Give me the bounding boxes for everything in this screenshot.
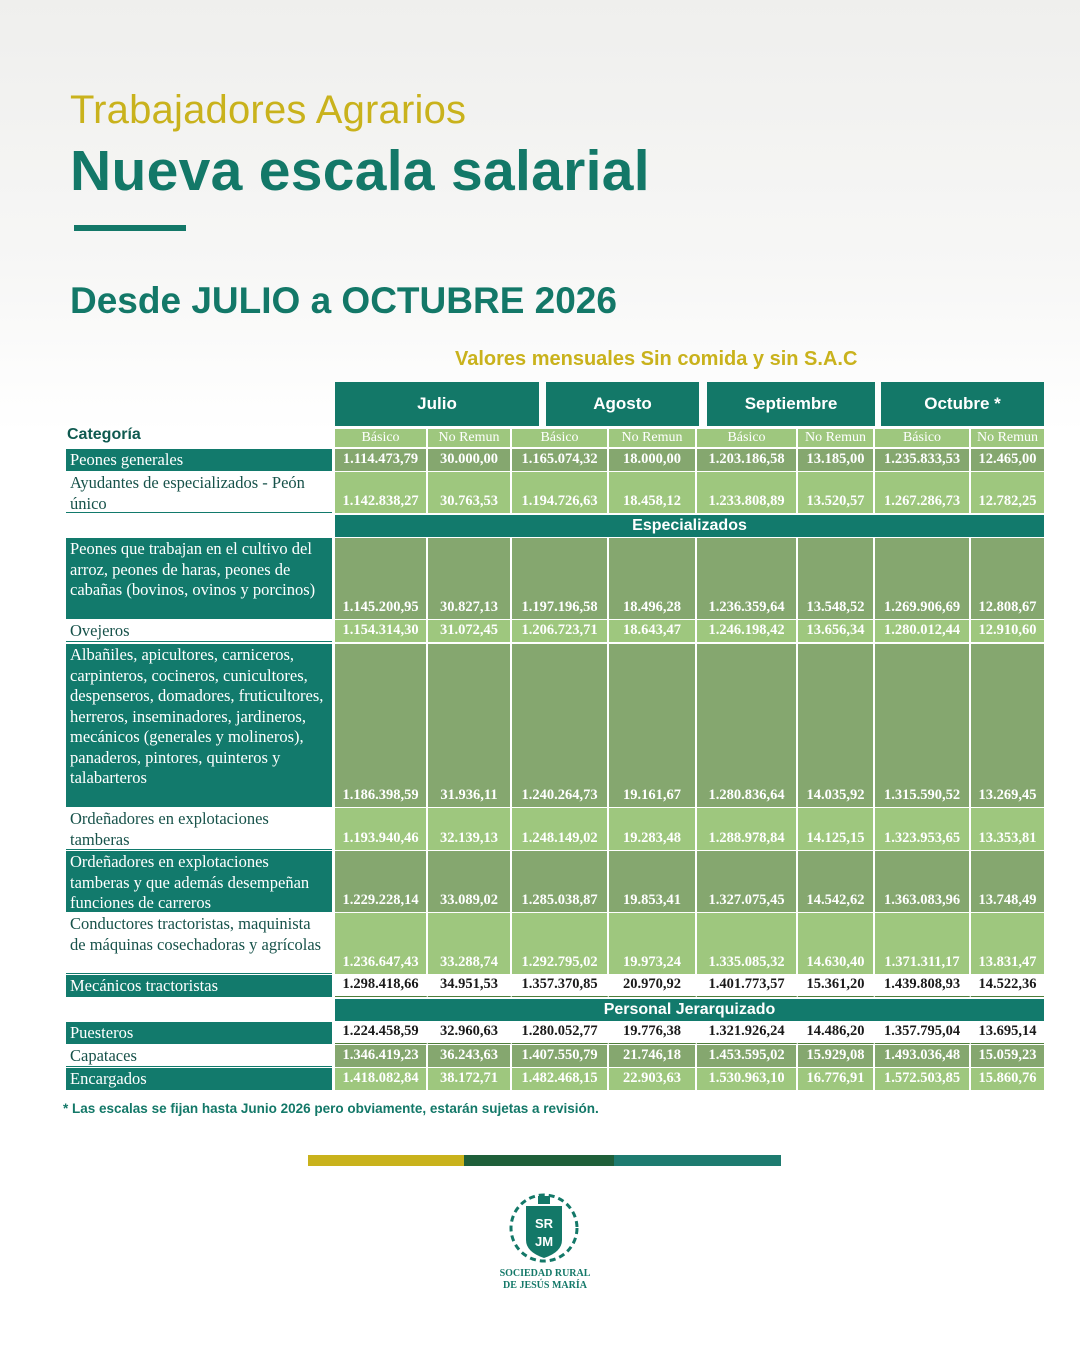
- basico-cell: 1.229.228,14: [335, 851, 428, 912]
- no-remun-cell: 13.520,57: [798, 472, 875, 513]
- basico-cell: 1.346.419,23: [335, 1045, 428, 1067]
- table-note: Valores mensuales Sin comida y sin S.A.C: [455, 348, 858, 370]
- subheader-no-remun: No Remun: [609, 429, 697, 447]
- logo-monogram-bottom: JM: [534, 1234, 554, 1249]
- no-remun-cell: 16.776,91: [798, 1068, 875, 1090]
- category-label: Encargados: [66, 1068, 332, 1090]
- no-remun-cell: 22.903,63: [609, 1068, 697, 1090]
- no-remun-cell: 30.827,13: [428, 538, 512, 619]
- subheader-basico: Básico: [335, 429, 428, 447]
- category-label: Ordeñadores en explotaciones tamberas y que además desempeñan funciones de carreros: [66, 851, 332, 912]
- no-remun-cell: 15.059,23: [971, 1045, 1044, 1067]
- period-heading: Desde JULIO a OCTUBRE 2026: [70, 280, 617, 321]
- no-remun-cell: 13.695,14: [971, 1022, 1044, 1044]
- table-row: [66, 851, 1044, 912]
- no-remun-cell: 19.283,48: [609, 808, 697, 850]
- basico-cell: 1.165.074,32: [512, 449, 609, 471]
- table-row: [66, 644, 1044, 807]
- basico-cell: 1.267.286,73: [875, 472, 971, 513]
- basico-cell: 1.246.198,42: [697, 620, 798, 642]
- no-remun-cell: 30.763,53: [428, 472, 512, 513]
- no-remun-cell: 18.643,47: [609, 620, 697, 642]
- no-remun-cell: 12.782,25: [971, 472, 1044, 513]
- basico-cell: 1.453.595,02: [697, 1045, 798, 1067]
- basico-cell: 1.321.926,24: [697, 1022, 798, 1044]
- accent-bar-green: [464, 1155, 614, 1166]
- basico-cell: 1.288.978,84: [697, 808, 798, 850]
- basico-cell: 1.235.833,53: [875, 449, 971, 471]
- no-remun-cell: 31.072,45: [428, 620, 512, 642]
- no-remun-cell: 14.630,40: [798, 913, 875, 974]
- no-remun-cell: 14.125,15: [798, 808, 875, 850]
- no-remun-cell: 30.000,00: [428, 449, 512, 471]
- table-row: [66, 538, 1044, 619]
- page-title: Nueva escala salarial: [70, 139, 650, 203]
- no-remun-cell: 19.161,67: [609, 644, 697, 807]
- category-label: Mecánicos tractoristas: [66, 975, 332, 997]
- basico-cell: 1.280.052,77: [512, 1022, 609, 1044]
- basico-cell: 1.142.838,27: [335, 472, 428, 513]
- basico-cell: 1.236.359,64: [697, 538, 798, 619]
- logo-caption: [470, 1268, 620, 1292]
- no-remun-cell: 19.853,41: [609, 851, 697, 912]
- basico-cell: 1.203.186,58: [697, 449, 798, 471]
- basico-cell: 1.280.012,44: [875, 620, 971, 642]
- no-remun-cell: 21.746,18: [609, 1045, 697, 1067]
- no-remun-cell: 13.831,47: [971, 913, 1044, 974]
- category-label: Albañiles, apicultores, carniceros, carpinteros, cocineros, cunicultores, despenseros, domadores, fruticultores, herreros, inseminadores, jardineros, mecánicos (generales y molineros), panaderos, pintores, quinteros y talabarteros: [66, 644, 332, 807]
- no-remun-cell: 19.776,38: [609, 1022, 697, 1044]
- month-header-julio: Julio: [335, 382, 539, 426]
- basico-cell: 1.315.590,52: [875, 644, 971, 807]
- category-label: Capataces: [66, 1045, 332, 1067]
- basico-cell: 1.224.458,59: [335, 1022, 428, 1044]
- category-label: Ovejeros: [66, 620, 332, 642]
- accent-bar-teal: [614, 1155, 781, 1166]
- basico-cell: 1.418.082,84: [335, 1068, 428, 1090]
- no-remun-cell: 32.960,63: [428, 1022, 512, 1044]
- table-row: [66, 472, 1044, 513]
- no-remun-cell: 36.243,63: [428, 1045, 512, 1067]
- title-underline: [74, 225, 186, 231]
- no-remun-cell: 13.269,45: [971, 644, 1044, 807]
- basico-cell: 1.401.773,57: [697, 975, 798, 997]
- no-remun-cell: 33.089,02: [428, 851, 512, 912]
- no-remun-cell: 18.000,00: [609, 449, 697, 471]
- table-row: [66, 1068, 1044, 1090]
- basico-cell: 1.248.149,02: [512, 808, 609, 850]
- basico-cell: 1.236.647,43: [335, 913, 428, 974]
- table-row: [66, 620, 1044, 642]
- basico-cell: 1.240.264,73: [512, 644, 609, 807]
- no-remun-cell: 12.808,67: [971, 538, 1044, 619]
- no-remun-cell: 13.656,34: [798, 620, 875, 642]
- accent-bar-gold: [308, 1155, 464, 1166]
- basico-cell: 1.154.314,30: [335, 620, 428, 642]
- basico-cell: 1.269.906,69: [875, 538, 971, 619]
- table-row: [66, 808, 1044, 850]
- no-remun-cell: 12.465,00: [971, 449, 1044, 471]
- logo-name-line1: SOCIEDAD RURAL: [499, 1268, 591, 1279]
- no-remun-cell: 15.929,08: [798, 1045, 875, 1067]
- basico-cell: 1.335.085,32: [697, 913, 798, 974]
- basico-cell: 1.114.473,79: [335, 449, 428, 471]
- basico-cell: 1.530.963,10: [697, 1068, 798, 1090]
- no-remun-cell: 14.035,92: [798, 644, 875, 807]
- no-remun-cell: 20.970,92: [609, 975, 697, 997]
- month-header-octubre: Octubre *: [881, 382, 1044, 426]
- basico-cell: 1.363.083,96: [875, 851, 971, 912]
- basico-cell: 1.194.726,63: [512, 472, 609, 513]
- category-column-header: Categoría: [67, 426, 141, 443]
- no-remun-cell: 14.486,20: [798, 1022, 875, 1044]
- basico-cell: 1.298.418,66: [335, 975, 428, 997]
- category-label: Puesteros: [66, 1022, 332, 1044]
- table-row: [66, 1045, 1044, 1067]
- basico-cell: 1.357.370,85: [512, 975, 609, 997]
- no-remun-cell: 19.973,24: [609, 913, 697, 974]
- no-remun-cell: 31.936,11: [428, 644, 512, 807]
- table-row: [66, 1022, 1044, 1044]
- basico-cell: 1.482.468,15: [512, 1068, 609, 1090]
- section-header-personal-jerarquizado: Personal Jerarquizado: [335, 999, 1044, 1021]
- logo-name-line2: DE JESÚS MARÍA: [503, 1280, 587, 1291]
- basico-cell: 1.206.723,71: [512, 620, 609, 642]
- month-header-agosto: Agosto: [546, 382, 699, 426]
- no-remun-cell: 13.353,81: [971, 808, 1044, 850]
- no-remun-cell: 18.458,12: [609, 472, 697, 513]
- basico-cell: 1.327.075,45: [697, 851, 798, 912]
- category-label: Peones que trabajan en el cultivo del arroz, peones de haras, peones de cabañas (bovinos, ovinos y porcinos): [66, 538, 332, 619]
- basico-cell: 1.197.196,58: [512, 538, 609, 619]
- basico-cell: 1.493.036,48: [875, 1045, 971, 1067]
- subheader-basico: Básico: [512, 429, 609, 447]
- subheader-basico: Básico: [875, 429, 971, 447]
- sociedad-rural-logo: [504, 1188, 584, 1268]
- basico-cell: 1.285.038,87: [512, 851, 609, 912]
- no-remun-cell: 15.860,76: [971, 1068, 1044, 1090]
- no-remun-cell: 13.748,49: [971, 851, 1044, 912]
- month-header-septiembre: Septiembre: [707, 382, 875, 426]
- no-remun-cell: 13.185,00: [798, 449, 875, 471]
- basico-cell: 1.186.398,59: [335, 644, 428, 807]
- basico-cell: 1.280.836,64: [697, 644, 798, 807]
- category-label: Ayudantes de especializados - Peón único: [66, 472, 332, 513]
- no-remun-cell: 13.548,52: [798, 538, 875, 619]
- no-remun-cell: 12.910,60: [971, 620, 1044, 642]
- basico-cell: 1.145.200,95: [335, 538, 428, 619]
- basico-cell: 1.193.940,46: [335, 808, 428, 850]
- basico-cell: 1.292.795,02: [512, 913, 609, 974]
- subheader-basico: Básico: [697, 429, 798, 447]
- no-remun-cell: 14.542,62: [798, 851, 875, 912]
- basico-cell: 1.407.550,79: [512, 1045, 609, 1067]
- basico-cell: 1.357.795,04: [875, 1022, 971, 1044]
- subheader-no-remun: No Remun: [428, 429, 512, 447]
- subheader-no-remun: No Remun: [971, 429, 1044, 447]
- table-row: [66, 913, 1044, 974]
- subheader-no-remun: No Remun: [798, 429, 875, 447]
- category-label: Ordeñadores en explotaciones tamberas: [66, 808, 332, 850]
- subheader-row: [66, 429, 1044, 447]
- basico-cell: 1.371.311,17: [875, 913, 971, 974]
- table-row: [66, 449, 1044, 471]
- basico-cell: 1.572.503,85: [875, 1068, 971, 1090]
- logo-monogram-top: SR: [534, 1216, 554, 1231]
- category-label: Peones generales: [66, 449, 332, 471]
- table-row: [66, 975, 1044, 997]
- no-remun-cell: 18.496,28: [609, 538, 697, 619]
- no-remun-cell: 34.951,53: [428, 975, 512, 997]
- no-remun-cell: 32.139,13: [428, 808, 512, 850]
- footnote: * Las escalas se fijan hasta Junio 2026 pero obviamente, estarán sujetas a revisión.: [63, 1101, 599, 1116]
- no-remun-cell: 33.288,74: [428, 913, 512, 974]
- basico-cell: 1.439.808,93: [875, 975, 971, 997]
- section-header-especializados: Especializados: [335, 515, 1044, 537]
- page-subtitle: Trabajadores Agrarios: [70, 88, 467, 132]
- basico-cell: 1.323.953,65: [875, 808, 971, 850]
- basico-cell: 1.233.808,89: [697, 472, 798, 513]
- no-remun-cell: 14.522,36: [971, 975, 1044, 997]
- category-label: Conductores tractoristas, maquinista de máquinas cosechadoras y agrícolas: [66, 913, 332, 974]
- no-remun-cell: 38.172,71: [428, 1068, 512, 1090]
- no-remun-cell: 15.361,20: [798, 975, 875, 997]
